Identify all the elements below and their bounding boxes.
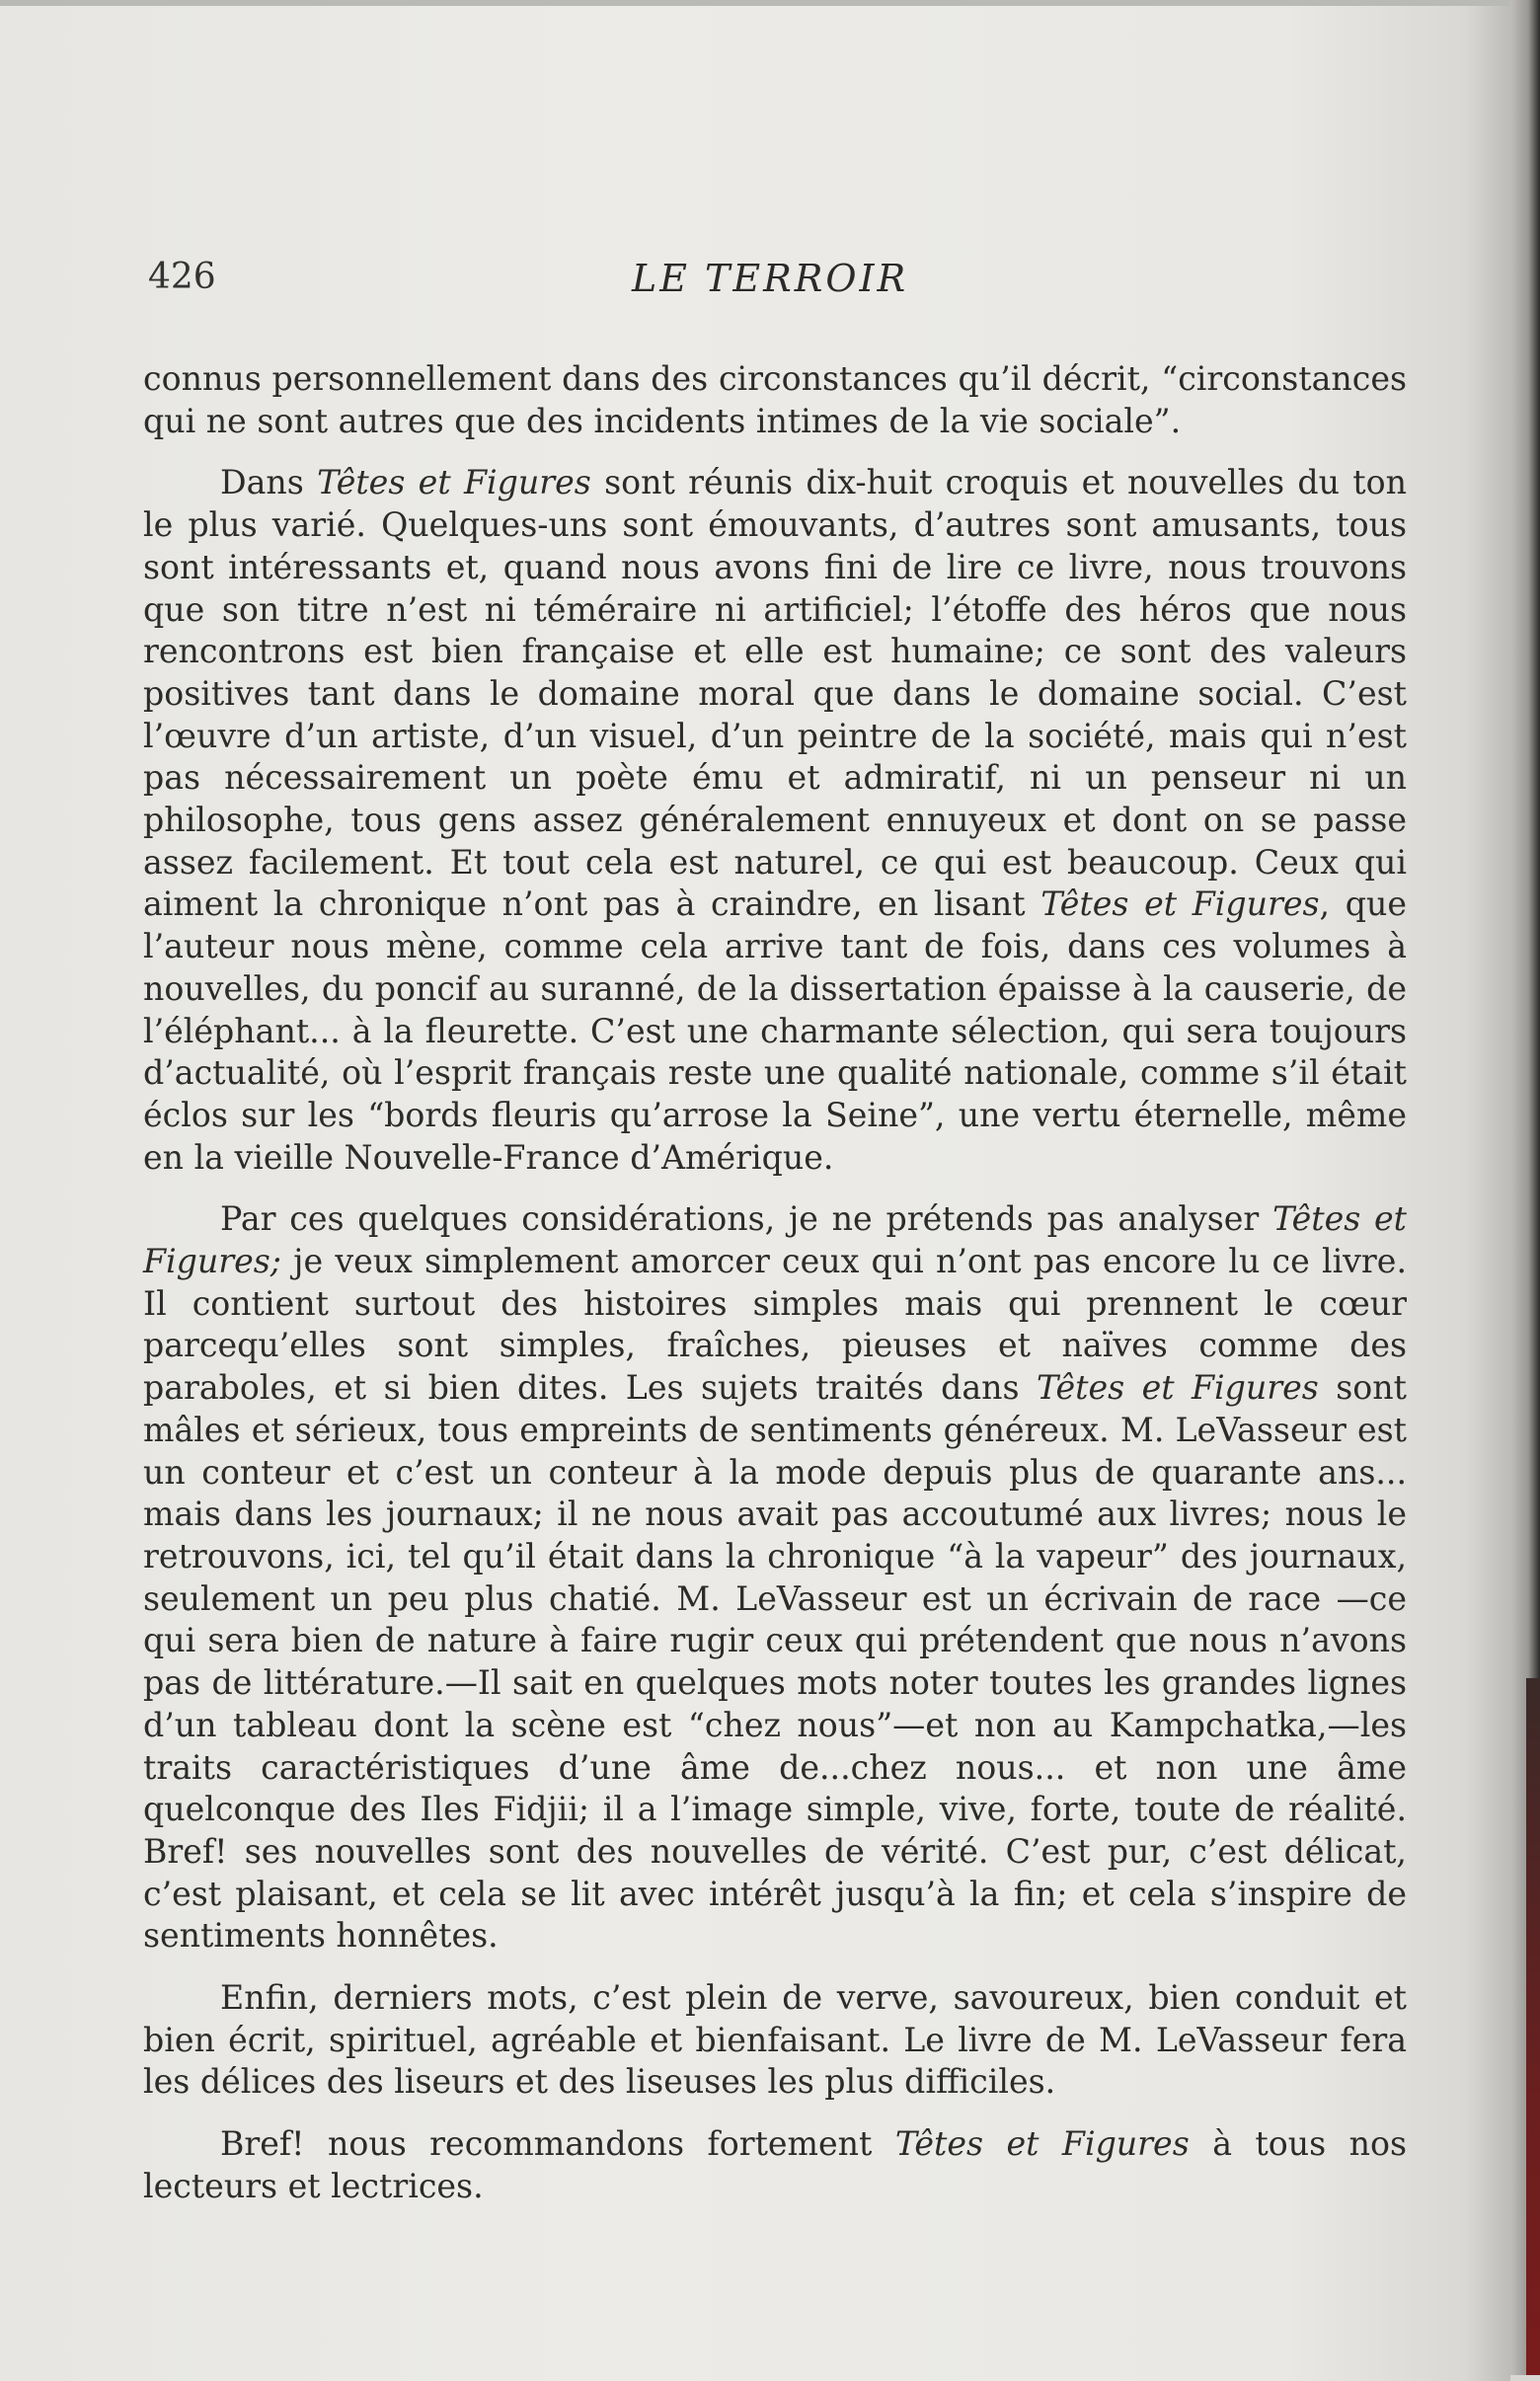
book-title: Têtes et Figures; <box>143 1199 1408 1281</box>
text-run: Par ces quelques considérations, je ne prétends pas analyser <box>220 1199 1273 1239</box>
text-run: Bref! nous recommandons fortement <box>220 2124 895 2164</box>
paragraph-4: Enfin, derniers mots, c’est plein de verve, savoureux, bien conduit et bien écrit, spirituel, agréable et bienfaisant. Le livre de M. LeVasseur fera les délices des liseurs et des liseuses les plus difficiles. <box>143 1978 1407 2102</box>
book-title: Têtes et Figures <box>1040 884 1320 924</box>
text-run: sont réunis dix-huit croquis et nouvelles du ton le plus varié. Quelques-uns sont émouvants, d’autres sont amusants, tous sont intéressants et, quand nous avons fini de lire ce livre, nous trouvons que son titre n’est ni téméraire ni artificiel; l’étoffe des héros que nous rencontrons est bien française et elle est humaine; ce sont des valeurs positives tant dans le domaine moral que dans le domaine social. C’est l’œuvre d’un artiste, d’un visuel, d’un peintre de la société, mais qui n’est pas nécessairement un poète ému et admiratif, ni un penseur ni un philosophe, tous gens assez généralement ennuyeux et dont on se passe assez facilement. Et tout cela est naturel, ce qui est beaucoup. Ceux qui aiment la chronique n’ont pas à craindre, en lisant <box>143 463 1407 924</box>
book-title: Têtes et Figures <box>317 463 591 502</box>
book-title: Têtes et Figures <box>894 2124 1190 2164</box>
running-title: LE TERROIR <box>632 257 909 300</box>
body-text <box>143 358 1407 2228</box>
text-run: à tous nos lecteurs et lectrices. <box>143 2124 1407 2205</box>
paragraph-2 <box>143 462 1407 1179</box>
text-run: Dans <box>220 463 318 502</box>
text-run: je veux simplement amorcer ceux qui n’ont pas encore lu ce livre. Il contient surtout des histoires simples mais qui prennent le cœur parcequ’elles sont simples, fraîches, pieuses et naïves comme des paraboles, et si bien dites. Les sujets traités dans <box>143 1242 1407 1408</box>
text-run: , que l’auteur nous mène, comme cela arrive tant de fois, dans ces volumes à nouvelles, du poncif au suranné, de la dissertation épaisse à la causerie, de l’éléphant... à la fleurette. C’est une charmante sélection, qui sera toujours d’actualité, où l’esprit français reste une qualité nationale, comme s’il était éclos sur les “bords fleuris qu’arrose la Seine”, une vertu éternelle, même en la vieille Nouvelle-France d’Amérique. <box>143 884 1407 1177</box>
page-number: 426 <box>148 257 216 297</box>
book-spine-edge <box>1510 0 1540 2375</box>
paragraph-5 <box>143 2123 1407 2207</box>
paragraph-3 <box>143 1198 1407 1958</box>
text-run: sont mâles et sérieux, tous empreints de sentiments généreux. M. LeVasseur est un conteur et c’est un conteur à la mode depuis plus de quarante ans... mais dans les journaux; il ne nous avait pas accoutumé aux livres; nous le retrouvons, ici, tel qu’il était dans la chronique “à la vapeur” des journaux, seulement un peu plus chatié. M. LeVasseur est un écrivain de race —ce qui sera bien de nature à faire rugir ceux qui prétendent que nous n’avons pas de littérature.—Il sait en quelques mots noter toutes les grandes lignes d’un tableau dont la scène est “chez nous”—et non au Kampchatka,—les traits caractéristiques d’une âme de...chez nous... et non une âme quelconque des Iles Fidjii; il a l’image simple, vive, forte, toute de réalité. Bref! ses nouvelles sont des nouvelles de vérité. C’est pur, c’est délicat, c’est plaisant, et cela se lit avec intérêt jusqu’à la fin; et cela s’inspire de sentiments honnêtes. <box>143 1368 1407 1956</box>
book-title: Têtes et Figures <box>1036 1368 1319 1408</box>
paragraph-1: connus personnellement dans des circonstances qu’il décrit, “circonstances qui ne sont autres que des incidents intimes de la vie sociale”. <box>143 359 1407 440</box>
